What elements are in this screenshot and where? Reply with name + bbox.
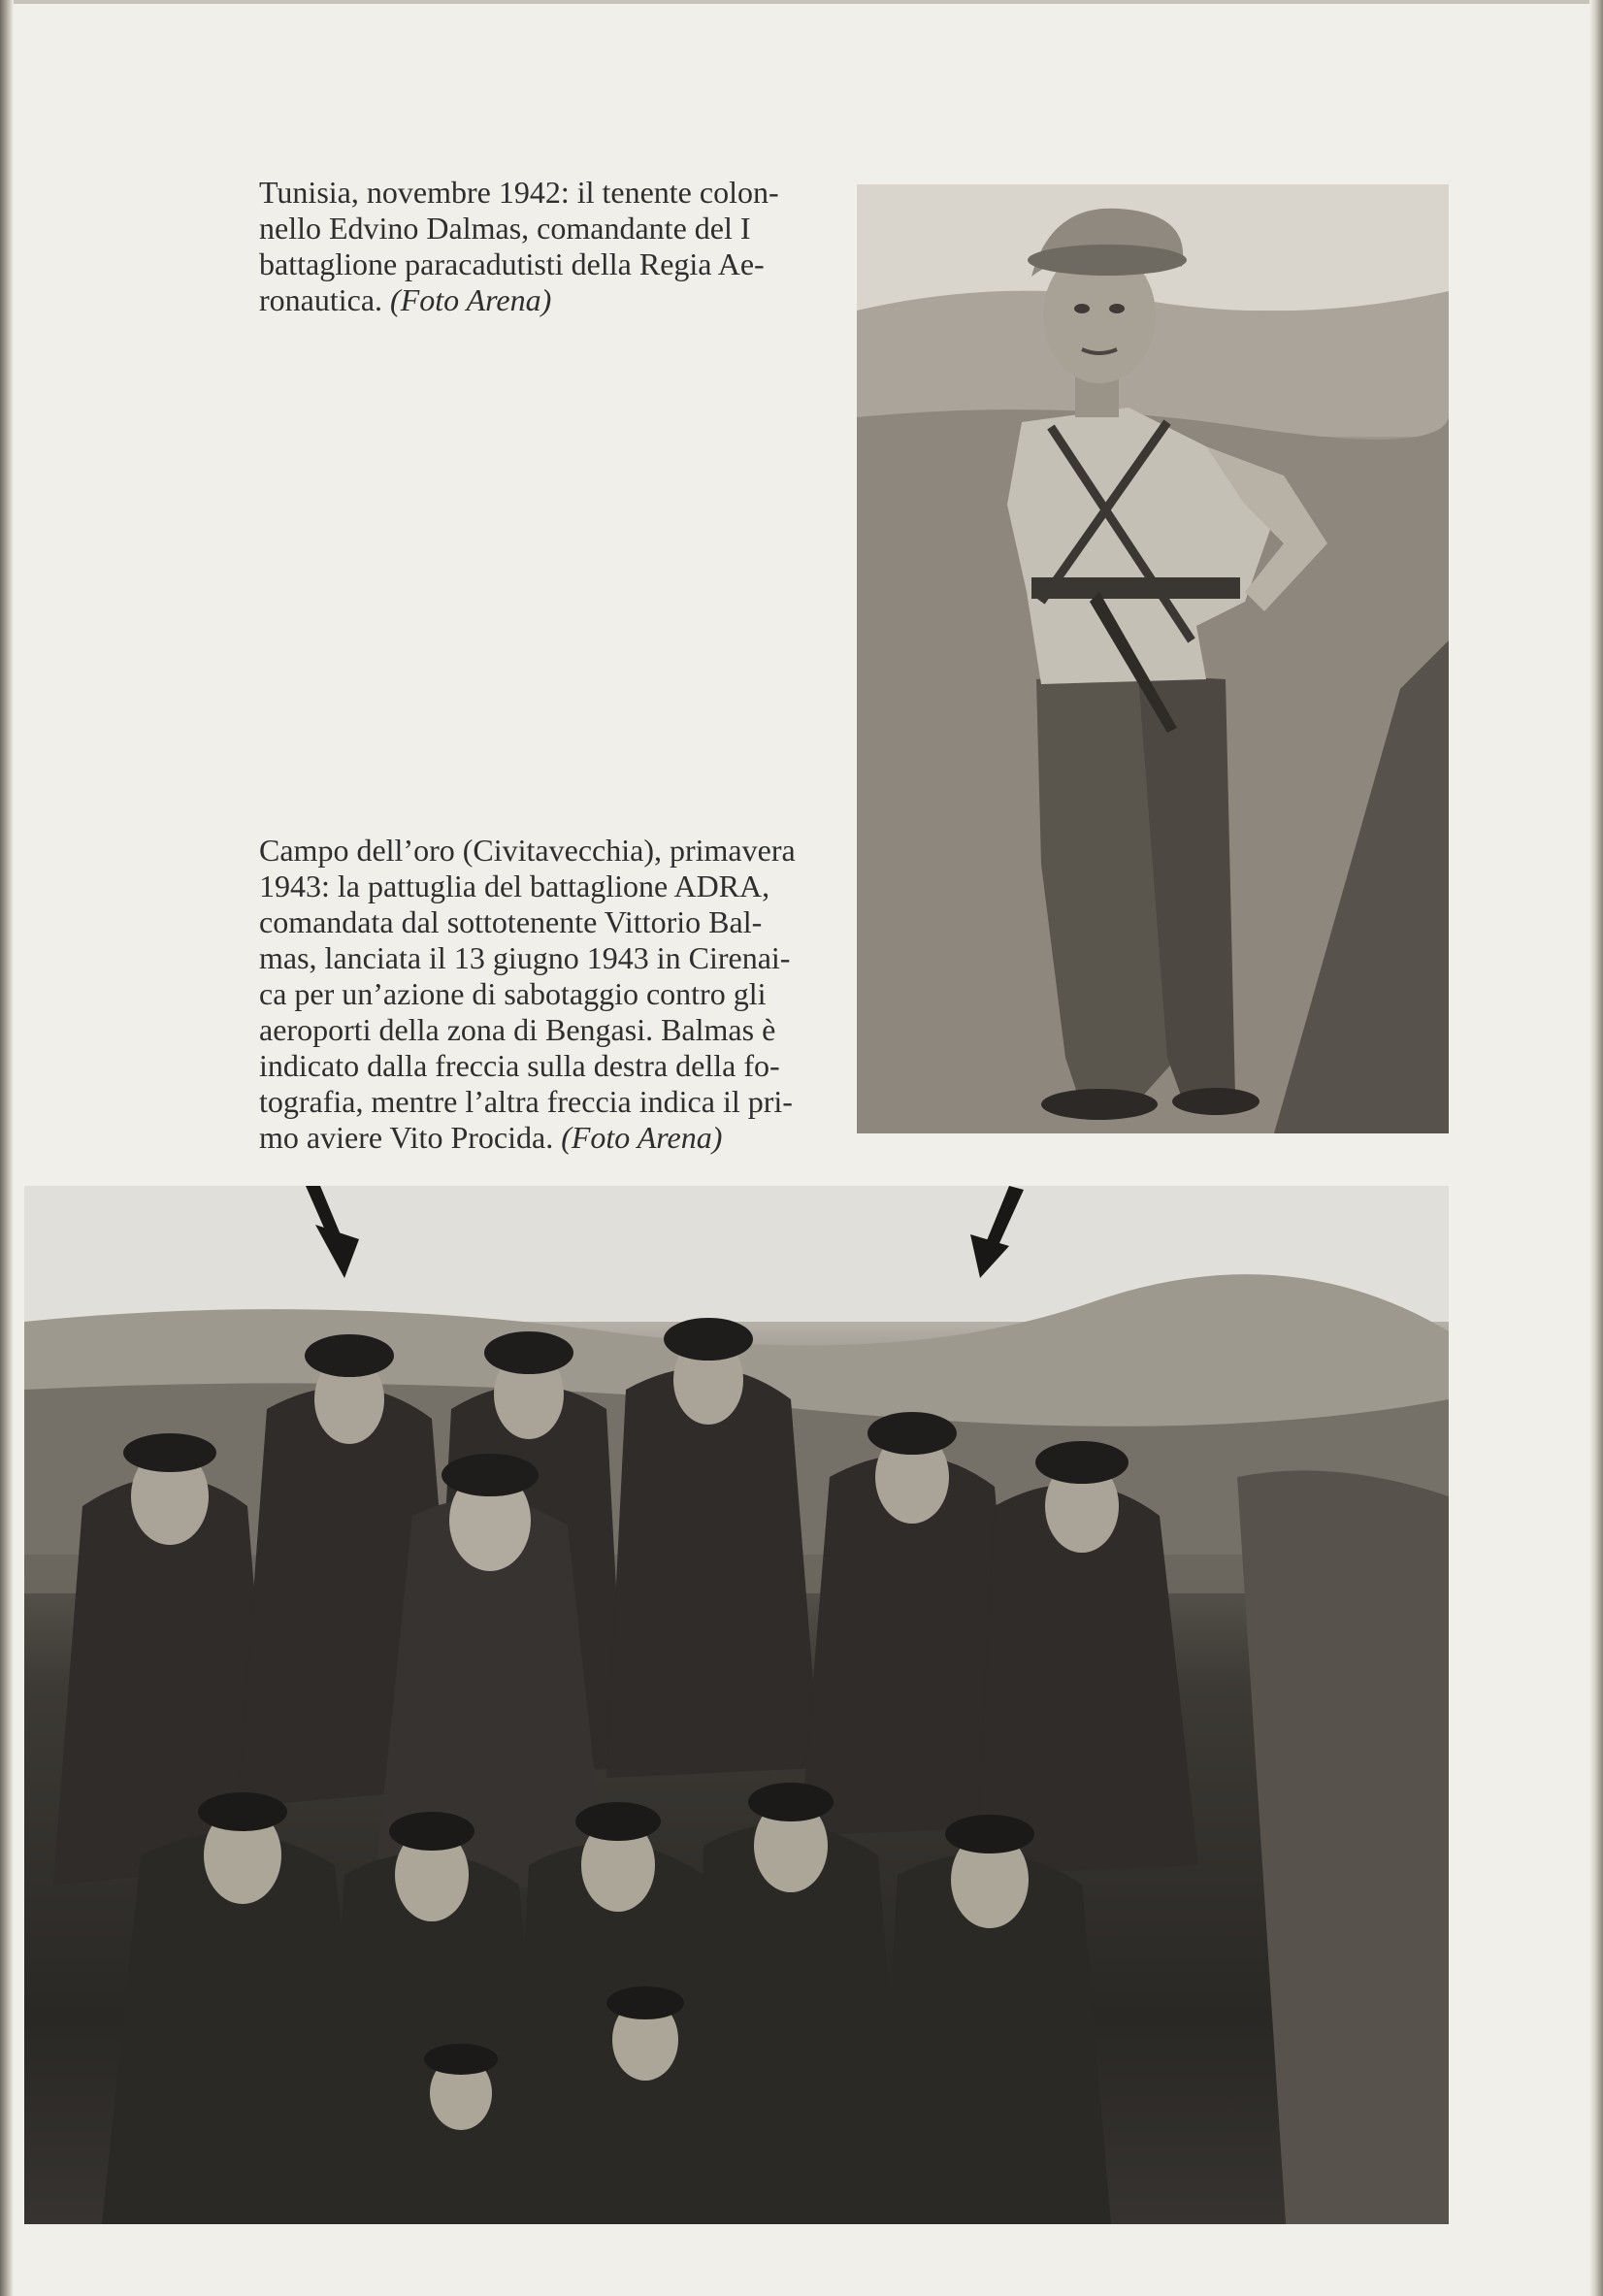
page-binding-shadow xyxy=(0,0,14,2296)
caption-dalmas-text: Tunisia, novembre 1942: il tenente colon- nello Edvino Dalmas, comandante del I battaglione paracadutisti della Regia Ae- ronautica. xyxy=(259,175,779,317)
caption-dalmas-credit: (Foto Arena) xyxy=(390,282,552,317)
page-top-edge xyxy=(0,0,1603,4)
portrait-illustration xyxy=(857,184,1449,1133)
caption-dalmas-portrait xyxy=(259,175,846,318)
caption-adra-text: Campo dell’oro (Civitavecchia), primavera 1943: la pattuglia del battaglione ADRA, comandata dal sottotenente Vittorio Bal- mas, lanciata il 13 giugno 1943 in Cirenai- ca per un’azione di sabotaggio contro gli aeroporti della zona di Bengasi. Balmas è indicato dalla freccia sulla destra della fo- tografia, mentre l’altra freccia indica il pri- mo aviere Vito Procida. xyxy=(259,833,796,1155)
caption-adra-credit: (Foto Arena) xyxy=(561,1120,723,1155)
page-right-edge xyxy=(1589,0,1603,2296)
photo-dalmas-portrait xyxy=(857,184,1449,1133)
caption-adra-patrol xyxy=(259,833,841,1156)
photo-adra-patrol-group xyxy=(24,1186,1449,2224)
group-illustration xyxy=(24,1186,1449,2224)
